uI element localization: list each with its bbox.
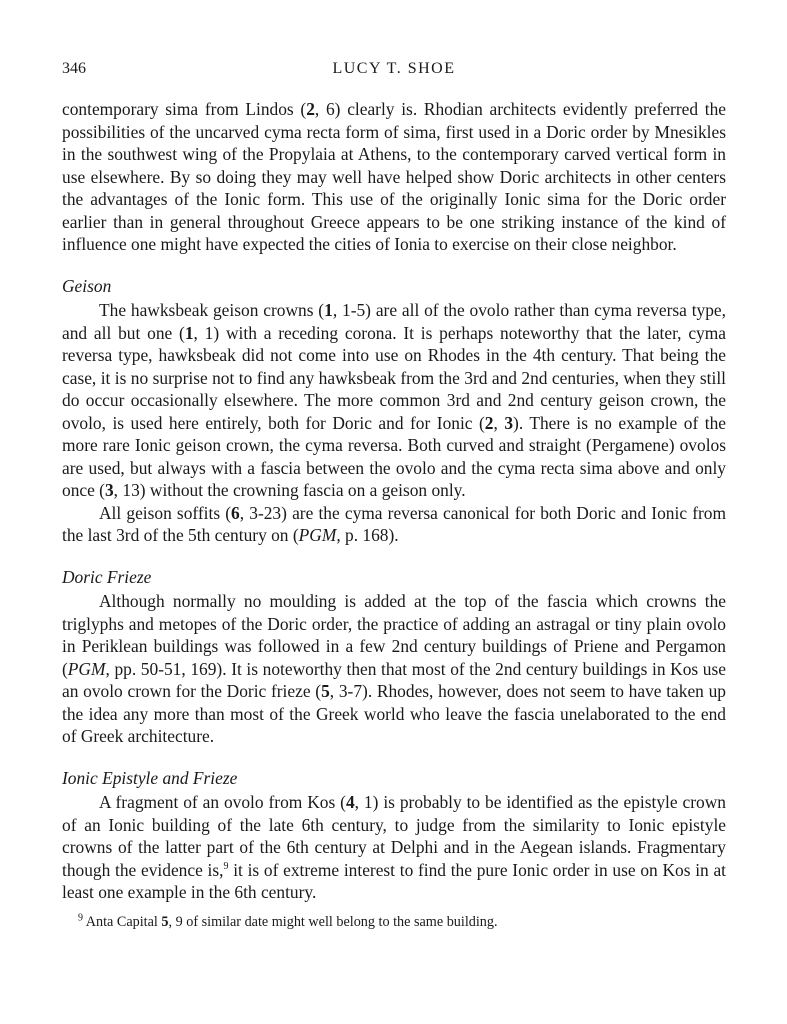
paragraph-intro: contemporary sima from Lindos (2, 6) clearly is. Rhodian architects evidently preferred the possibilities of the uncarved cyma recta form of sima, first used in a Doric order by Mnesikles in the southwest wing of the Propylaia at Athens, to the contemporary carved vertical form in use elsewhere. By so doing they may well have helped show Doric architects in other centers the advantages of the Ionic form. This use of the originally Ionic sima for the Doric order earlier than in general throughout Greece appears to be one striking instance of the kind of influence one might have expected the cities of Ionia to exercise on their close neighbor. (62, 99, 726, 254)
paragraph-geison-1: The hawksbeak geison crowns (1, 1-5) are all of the ovolo rather than cyma reversa type, and all but one (1, 1) with a receding corona. It is perhaps noteworthy that the later, cyma reversa type, hawksbeak did not come into use on Rhodes in the 4th century. That being the case, it is no surprise not to find any hawksbeak from the 3rd and 2nd centuries, when they still do occur occasionally elsewhere. The more common 3rd and 2nd century geison crown, the ovolo, is used here entirely, both for Doric and for Ionic (2, 3). There is no example of the more rare Ionic geison crown, the cyma reversa. Both curved and straight (Pergamene) ovolos are used, but always with a fascia between the ovolo and the cyma recta sima above and only once (3, 13) without the crowning fascia on a geison only. (62, 300, 726, 500)
paragraph-doric-frieze: Although normally no moulding is added at the top of the fascia which crowns the triglyphs and metopes of the Doric order, the practice of adding an astragal or tiny plain ovolo in Periklean buildings was followed in a few 2nd century buildings of Priene and Pergamon (PGM, pp. 50-51, 169). It is noteworthy then that most of the 2nd century buildings in Kos use an ovolo crown for the Doric frieze (5, 3-7). Rhodes, however, does not seem to have taken up the idea any more than most of the Greek world who leave the fascia unelaborated to the end of Greek architecture. (62, 591, 726, 746)
running-author: LUCY T. SHOE (332, 60, 456, 77)
paragraph-geison-2: All geison soffits (6, 3-23) are the cyma reversa canonical for both Doric and Ionic from the last 3rd of the 5th century on (PGM, p. 168). (62, 502, 726, 545)
page (62, 60, 726, 932)
running-head (62, 60, 726, 84)
heading-geison: Geison (62, 275, 112, 296)
heading-ionic-epistyle: Ionic Epistyle and Frieze (62, 767, 238, 788)
footnote-spacer (62, 904, 726, 912)
paragraph-ionic-epistyle: A fragment of an ovolo from Kos (4, 1) is probably to be identified as the epistyle crown of an Ionic building of the late 6th century, to judge from the similarity to Ionic epistyle crowns of the latter part of the 6th century at Delphi and in the Aegean islands. Fragmentary though the evidence is,$^9$ it is of extreme interest to find the pure Ionic order in use on Kos in at least one example in the 6th century. (62, 792, 726, 902)
page-number: 346 (62, 60, 86, 77)
footnote: $^9$ Anta Capital 5, 9 of similar date might well belong to the same building. (78, 911, 498, 930)
heading-doric-frieze: Doric Frieze (62, 566, 152, 587)
